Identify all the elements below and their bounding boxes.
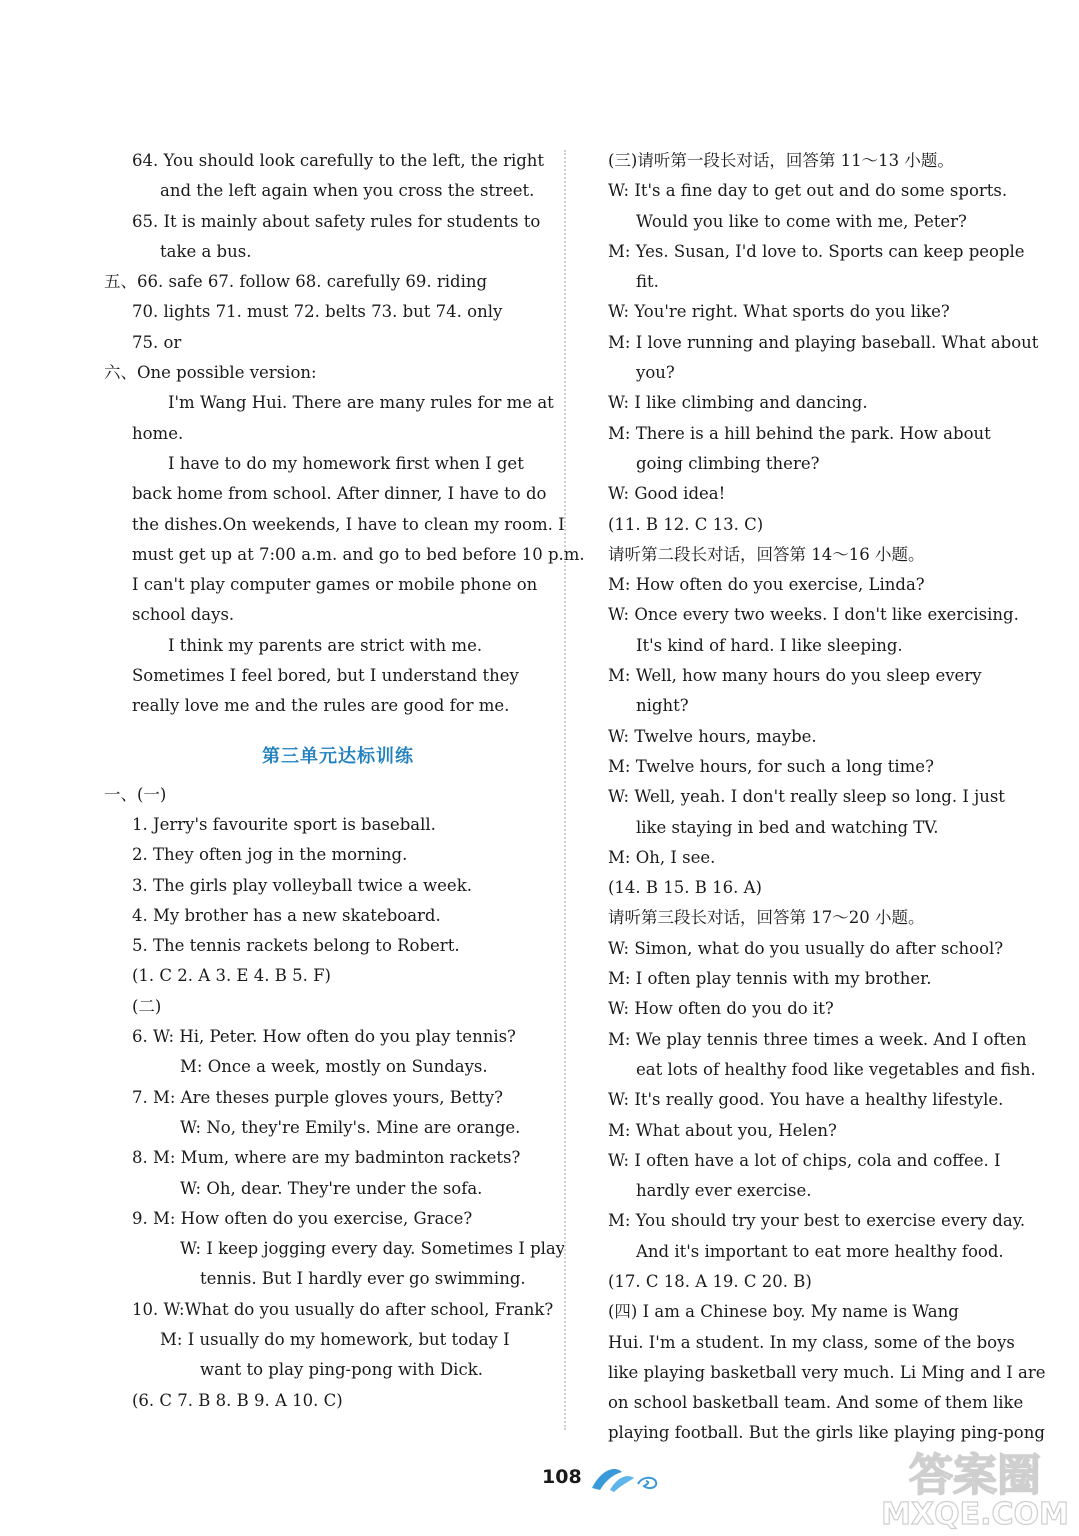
text-line: hardly ever exercise. bbox=[636, 1181, 812, 1201]
watermark-logo bbox=[880, 1440, 1070, 1530]
text-line: (17. C 18. A 19. C 20. B) bbox=[608, 1271, 812, 1291]
text-line: Sometimes I feel bored, but I understand they bbox=[132, 666, 519, 686]
text-line: 7. M: Are theses purple gloves yours, Betty? bbox=[132, 1087, 504, 1107]
text-line: I have to do my homework first when I get bbox=[168, 453, 524, 473]
text-line: going climbing there? bbox=[636, 453, 820, 473]
text-line: W: Good idea! bbox=[608, 484, 726, 504]
text-line: 75. or bbox=[132, 332, 182, 352]
text-line: And it's important to eat more healthy food. bbox=[636, 1241, 1004, 1261]
text-line: must get up at 7:00 a.m. and go to bed before 10 p.m. bbox=[132, 544, 585, 564]
text-line: W: I keep jogging every day. Sometimes I play bbox=[180, 1239, 566, 1259]
text-line: really love me and the rules are good for me. bbox=[132, 696, 510, 716]
text-line: 请听第二段长对话，回答第 14～16 小题。 bbox=[608, 544, 925, 564]
text-line: M: Well, how many hours do you sleep every bbox=[608, 666, 982, 686]
text-line: 65. It is mainly about safety rules for students to bbox=[132, 211, 541, 231]
left-column bbox=[104, 146, 585, 1416]
text-line: W: How often do you do it? bbox=[608, 999, 834, 1019]
text-line: W: You're right. What sports do you like? bbox=[608, 302, 950, 322]
text-line: (三)请听第一段长对话，回答第 11～13 小题。 bbox=[608, 151, 954, 170]
text-line: W: I often have a lot of chips, cola and coffee. I bbox=[608, 1150, 1001, 1170]
text-line: night? bbox=[636, 696, 689, 716]
watermark-title: 答案圈 bbox=[909, 1450, 1041, 1501]
text-line: 一、(一) bbox=[104, 784, 167, 804]
text-line: M: Yes. Susan, I'd love to. Sports can keep people bbox=[608, 241, 1025, 261]
text-line: 1. Jerry's favourite sport is baseball. bbox=[132, 814, 436, 834]
text-line: M: Once a week, mostly on Sundays. bbox=[180, 1057, 488, 1077]
text-line: W: Simon, what do you usually do after school? bbox=[608, 938, 1004, 958]
text-line: W: It's a fine day to get out and do some sports. bbox=[608, 181, 1008, 201]
text-line: and the left again when you cross the street. bbox=[160, 181, 535, 201]
text-line: back home from school. After dinner, I have to do bbox=[132, 484, 547, 504]
text-line: M: What about you, Helen? bbox=[608, 1120, 837, 1140]
text-line: I can't play computer games or mobile phone on bbox=[132, 575, 538, 595]
text-line: Would you like to come with me, Peter? bbox=[636, 211, 967, 231]
text-line: M: I love running and playing baseball. What about bbox=[608, 332, 1039, 352]
text-line: 六、One possible version: bbox=[104, 363, 317, 383]
text-line: (11. B 12. C 13. C) bbox=[608, 514, 764, 534]
text-line: eat lots of healthy food like vegetables and fish. bbox=[636, 1059, 1036, 1079]
text-line: (二) bbox=[132, 996, 162, 1016]
text-line: like staying in bed and watching TV. bbox=[636, 817, 939, 837]
leaf-swirl-icon bbox=[588, 1462, 668, 1494]
text-line: (四) I am a Chinese boy. My name is Wang bbox=[608, 1302, 959, 1322]
text-line: 9. M: How often do you exercise, Grace? bbox=[132, 1208, 473, 1228]
text-line: take a bus. bbox=[160, 241, 252, 261]
text-line: Hui. I'm a student. In my class, some of the boys bbox=[608, 1332, 1015, 1352]
text-line: (14. B 15. B 16. A) bbox=[608, 878, 762, 898]
text-line: I think my parents are strict with me. bbox=[168, 635, 483, 655]
text-line: 4. My brother has a new skateboard. bbox=[132, 905, 441, 925]
text-line: 64. You should look carefully to the left, the right bbox=[132, 151, 545, 170]
page-number: 108 bbox=[542, 1466, 582, 1488]
text-line: W: Well, yeah. I don't really sleep so long. I just bbox=[608, 787, 1005, 807]
text-line: school days. bbox=[132, 605, 235, 625]
text-line: 5. The tennis rackets belong to Robert. bbox=[132, 936, 460, 956]
text-line: (1. C 2. A 3. E 4. B 5. F) bbox=[132, 966, 331, 986]
text-line: 2. They often jog in the morning. bbox=[132, 845, 408, 865]
unit-answers-block bbox=[104, 780, 566, 1416]
text-line: 70. lights 71. must 72. belts 73. but 74. only bbox=[132, 302, 503, 322]
text-line: tennis. But I hardly ever go swimming. bbox=[200, 1269, 526, 1289]
text-line: playing football. But the girls like playing ping-pong bbox=[608, 1423, 1045, 1443]
text-line: M: Oh, I see. bbox=[608, 847, 716, 867]
text-line: M: Twelve hours, for such a long time? bbox=[608, 756, 934, 776]
text-line: M: There is a hill behind the park. How about bbox=[608, 423, 991, 443]
watermark-url: MXQE.COM bbox=[881, 1497, 1069, 1530]
text-line: (6. C 7. B 8. B 9. A 10. C) bbox=[132, 1390, 343, 1410]
text-line: M: How often do you exercise, Linda? bbox=[608, 575, 925, 595]
text-line: W: Once every two weeks. I don't like exercising. bbox=[608, 605, 1019, 625]
text-line: 10. W:What do you usually do after school, Frank? bbox=[132, 1299, 554, 1319]
text-line: M: You should try your best to exercise every day. bbox=[608, 1211, 1026, 1231]
text-line: M: We play tennis three times a week. And I often bbox=[608, 1029, 1027, 1049]
text-line: 6. W: Hi, Peter. How often do you play tennis? bbox=[132, 1027, 516, 1047]
text-line: W: I like climbing and dancing. bbox=[608, 393, 868, 413]
right-column bbox=[608, 146, 1046, 1449]
text-line: the dishes.On weekends, I have to clean my room. I bbox=[132, 514, 565, 534]
text-line: W: No, they're Emily's. Mine are orange. bbox=[180, 1117, 521, 1137]
text-line: you? bbox=[636, 363, 675, 383]
text-line: M: I usually do my homework, but today I bbox=[160, 1329, 510, 1349]
text-line: It's kind of hard. I like sleeping. bbox=[636, 635, 903, 655]
text-line: 请听第三段长对话，回答第 17～20 小题。 bbox=[608, 908, 925, 928]
left-text-block bbox=[104, 146, 585, 722]
unit-heading: 第三单元达标训练 bbox=[262, 745, 414, 767]
text-line: M: I often play tennis with my brother. bbox=[608, 969, 932, 989]
text-line: like playing basketball very much. Li Ming and I are bbox=[608, 1362, 1046, 1382]
text-line: 8. M: Mum, where are my badminton rackets? bbox=[132, 1148, 521, 1168]
column-divider bbox=[564, 150, 566, 1430]
text-line: home. bbox=[132, 423, 184, 443]
text-line: 3. The girls play volleyball twice a week. bbox=[132, 875, 472, 895]
text-line: W: Twelve hours, maybe. bbox=[608, 726, 817, 746]
text-line: W: It's really good. You have a healthy lifestyle. bbox=[608, 1090, 1004, 1110]
text-line: I'm Wang Hui. There are many rules for me at bbox=[168, 393, 554, 413]
text-line: 五、66. safe 67. follow 68. carefully 69. riding bbox=[104, 272, 488, 292]
text-line: on school basketball team. And some of them like bbox=[608, 1393, 1024, 1413]
text-line: fit. bbox=[636, 272, 659, 292]
text-line: W: Oh, dear. They're under the sofa. bbox=[180, 1178, 483, 1198]
listening-dialogues-block bbox=[608, 146, 1046, 1449]
text-line: want to play ping-pong with Dick. bbox=[200, 1360, 483, 1380]
